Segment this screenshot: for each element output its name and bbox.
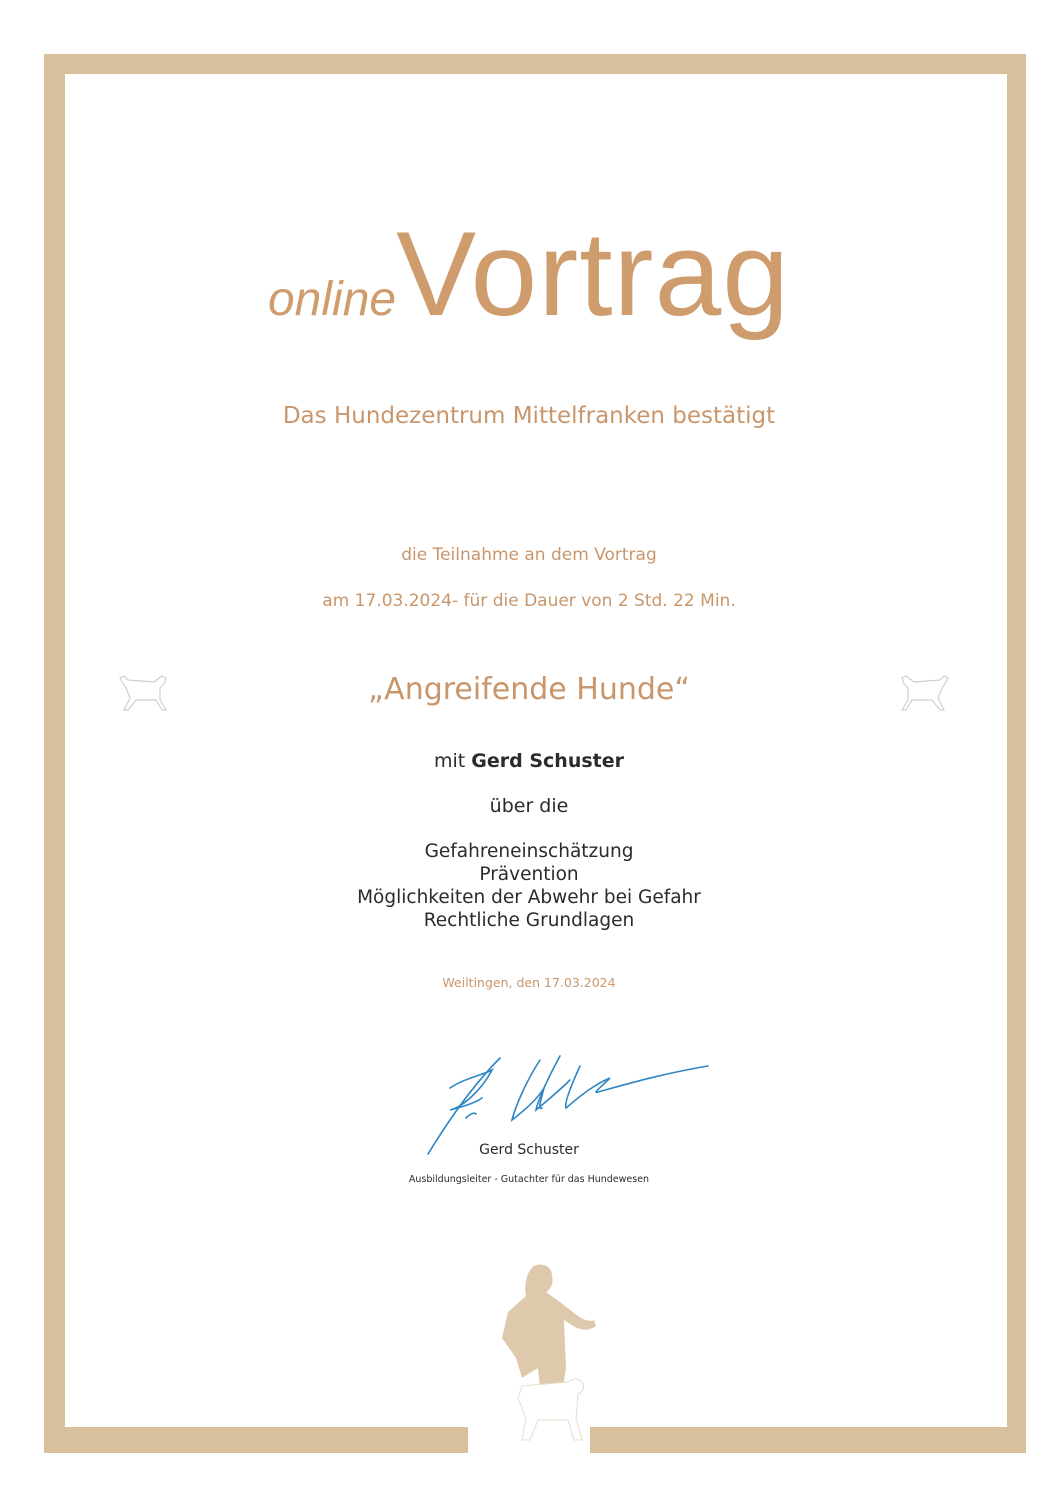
person-with-dog-logo [482, 1258, 602, 1448]
title-online: online [267, 273, 397, 326]
topic-point: Prävention [479, 864, 579, 885]
topic-point: Gefahreneinschätzung [424, 841, 634, 862]
speaker-name: Gerd Schuster [471, 750, 624, 772]
participation-line: die Teilnahme an dem Vortrag [401, 545, 657, 565]
signature-role: Ausbildungsleiter - Gutachter für das Hundewesen [408, 1174, 650, 1185]
confirmation-subtitle: Das Hundezentrum Mittelfranken bestätigt [282, 403, 776, 429]
topic-points [0, 840, 1058, 932]
lecture-topic: „Angreifende Hunde“ [368, 672, 690, 707]
about-line: über die [489, 795, 569, 817]
certificate-title [0, 205, 1058, 341]
speaker-line [0, 750, 1058, 772]
place-date: Weiltingen, den 17.03.2024 [442, 975, 616, 990]
speaker-prefix: mit [433, 750, 466, 772]
topic-point: Möglichkeiten der Abwehr bei Gefahr [357, 887, 701, 908]
signature-name: Gerd Schuster [479, 1142, 579, 1158]
title-vortrag: Vortrag [396, 207, 790, 341]
date-duration-line: am 17.03.2024- für die Dauer von 2 Std. 22 Min. [322, 591, 736, 611]
topic-point: Rechtliche Grundlagen [423, 910, 635, 931]
